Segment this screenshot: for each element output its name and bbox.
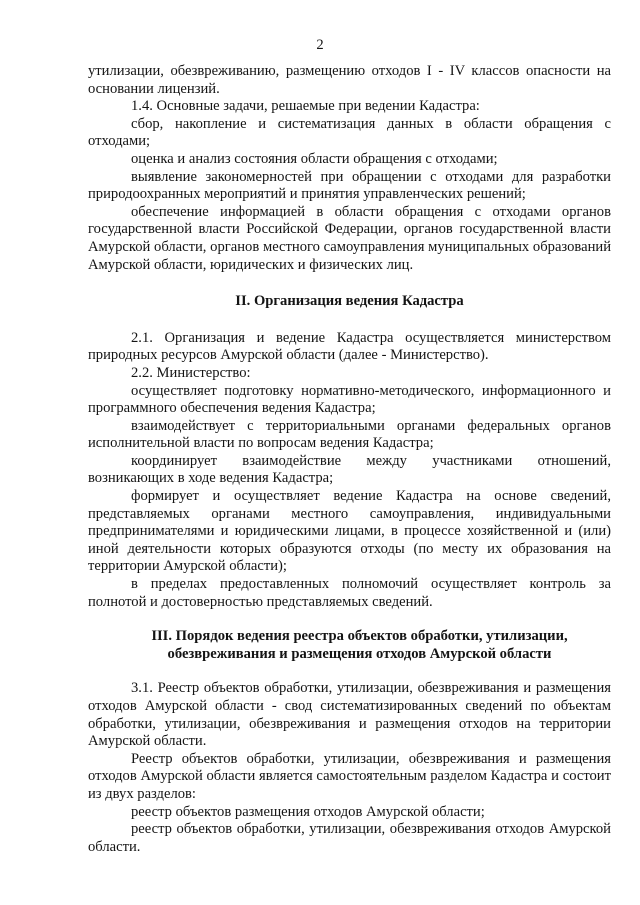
paragraph: взаимодействует с территориальными органами федеральных органов исполнительной власти по вопросам ведения Кадастра; <box>88 417 611 452</box>
paragraph: оценка и анализ состояния области обращения с отходами; <box>131 150 498 167</box>
section-heading: III. Порядок ведения реестра объектов обработки, утилизации, обезвреживания и размещения отходов Амурской области <box>151 628 568 662</box>
paragraph: 3.1. Реестр объектов обработки, утилизации, обезвреживания и размещения отходов Амурской области - свод систематизированных сведений по объектам обработки, утилизации, обезвреживания и размещения отходов на территории Амурской области. <box>88 680 611 750</box>
document-body <box>88 63 611 856</box>
paragraph: сбор, накопление и систематизация данных в области обращения с отходами; <box>88 115 611 150</box>
paragraph: реестр объектов размещения отходов Амурской области; <box>131 803 485 820</box>
paragraph: 1.4. Основные задачи, решаемые при ведении Кадастра: <box>131 98 480 115</box>
paragraph: осуществляет подготовку нормативно-методического, информационного и программного обеспечения ведения Кадастра; <box>88 382 611 417</box>
paragraph: формирует и осуществляет ведение Кадастра на основе сведений, представляемых органами местного самоуправления, индивидуальными предпринимателями и юридическими лицами, в процессе хозяйственной и (или) иной деятельности которых образуются отходы (по месту их образования на территории Амурской области); <box>88 488 611 575</box>
paragraph: 2.1. Организация и ведение Кадастра осуществляется министерством природных ресурсов Амурской области (далее - Министерство). <box>88 329 611 364</box>
paragraph: реестр объектов обработки, утилизации, обезвреживания отходов Амурской области. <box>88 821 611 855</box>
paragraph: координирует взаимодействие между участниками отношений, возникающих в ходе ведения Кадастра; <box>88 452 611 487</box>
paragraph: утилизации, обезвреживанию, размещению отходов I - IV классов опасности на основании лицензий. <box>88 63 611 97</box>
paragraph: обеспечение информацией в области обращения с отходами органов государственной власти Российской Федерации, органов государственной власти Амурской области, органов местного самоуправления муниципальных образований Амурской области, юридических и физических лиц. <box>88 203 611 273</box>
paragraph: в пределах предоставленных полномочий осуществляет контроль за полнотой и достоверностью представляемых сведений. <box>88 576 611 610</box>
page-number: 2 <box>316 37 324 53</box>
paragraph: выявление закономерностей при обращении с отходами для разработки природоохранных мероприятий и принятия управленческих решений; <box>88 168 611 203</box>
section-heading: II. Организация ведения Кадастра <box>235 293 464 310</box>
paragraph: Реестр объектов обработки, утилизации, обезвреживания и размещения отходов Амурской области является самостоятельным разделом Кадастра и состоит из двух разделов: <box>88 750 611 802</box>
paragraph: 2.2. Министерство: <box>131 364 251 381</box>
